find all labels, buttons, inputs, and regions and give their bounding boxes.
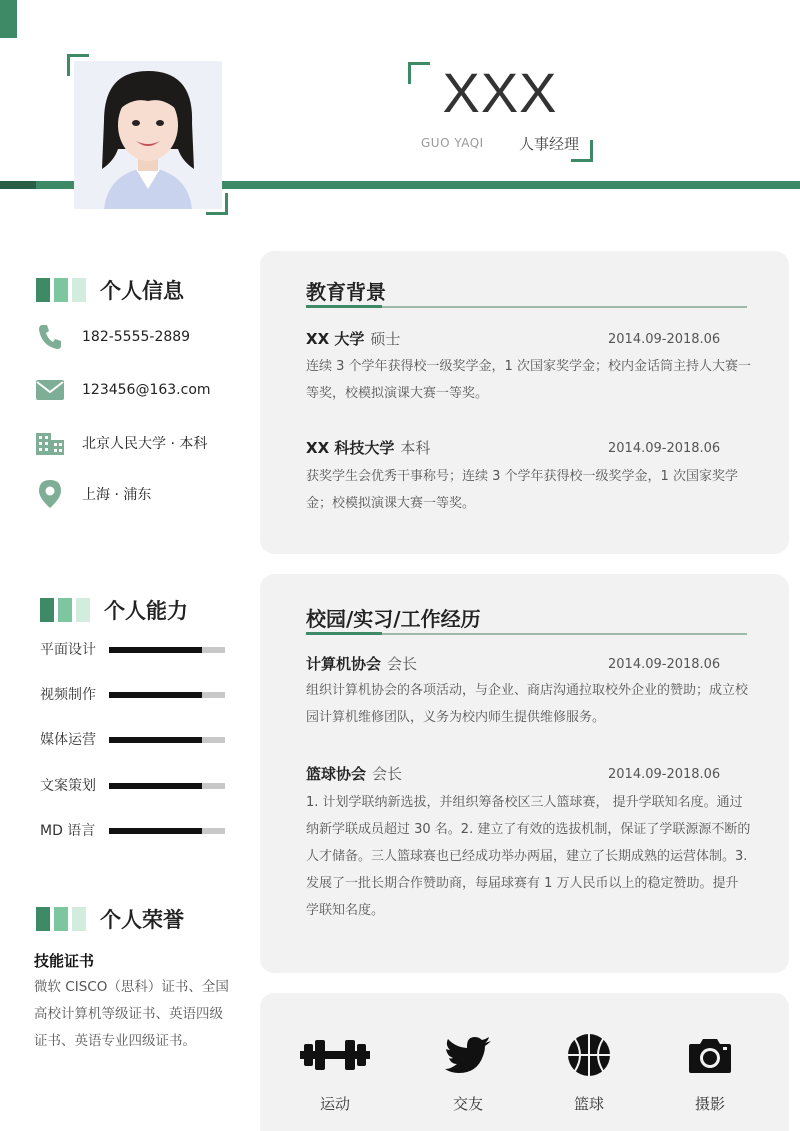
skill-bar-track (109, 647, 225, 653)
section-head-personal-info (36, 275, 184, 305)
degree: 本科 (400, 439, 431, 457)
skill-bar-track (109, 828, 225, 834)
skill-bar-fill (109, 783, 202, 789)
profile-photo (74, 61, 222, 209)
skill-bar-fill (109, 692, 202, 698)
skill-row (40, 684, 225, 704)
header-bar-dark-segment (0, 181, 36, 189)
section-head-honors (36, 904, 184, 934)
school-degree: 北京人民大学 · 本科 (82, 436, 208, 452)
skill-bar-fill (109, 647, 202, 653)
camera-icon (670, 1031, 750, 1079)
skill-row (40, 820, 225, 840)
experience-entry-head (306, 763, 402, 784)
experience-title: 校园/实习/工作经历 (306, 607, 481, 631)
mail-icon (36, 376, 64, 404)
education-description: 获奖学生会优秀干事称号；连续 3 个学年获得校一级奖学金，1 次国家奖学金；校模拟演课大赛一等奖。 (306, 469, 738, 511)
school-name: XX 科技大学 (306, 439, 395, 457)
degree: 硕士 (370, 330, 401, 348)
candidate-name-english: GUO YAQI (421, 136, 484, 150)
education-entry-head (306, 437, 430, 458)
section-marker-light (72, 907, 86, 931)
section-title-personal-info: 个人信息 (100, 279, 184, 303)
candidate-name: XXX (442, 61, 558, 124)
section-marker-dark (40, 598, 54, 622)
experience-date: 2014.09-2018.06 (608, 767, 721, 782)
education-panel (260, 251, 789, 554)
section-underline-accent (306, 632, 382, 635)
skill-bar-track (109, 783, 225, 789)
section-marker-dark (36, 278, 50, 302)
experience-panel (260, 574, 789, 973)
education-entry-head (306, 328, 400, 349)
organization-name: 篮球协会 (306, 765, 367, 783)
education-date: 2014.09-2018.06 (608, 332, 721, 347)
section-head-skills (40, 595, 188, 625)
experience-date: 2014.09-2018.06 (608, 657, 721, 672)
skill-label: 平面设计 (40, 642, 96, 658)
skill-bar-track (109, 737, 225, 743)
skill-label: 文案策划 (40, 778, 96, 794)
section-title-skills: 个人能力 (104, 599, 188, 623)
skill-label: 媒体运营 (40, 732, 96, 748)
hobby-item (295, 1031, 375, 1114)
skill-row (40, 639, 225, 659)
info-row-school (36, 429, 207, 457)
section-marker-mid (54, 278, 68, 302)
section-marker-light (76, 598, 90, 622)
hobby-item (428, 1031, 508, 1114)
skill-row (40, 775, 225, 795)
location: 上海 · 浦东 (82, 487, 152, 503)
hobby-label: 运动 (319, 1095, 350, 1113)
experience-description: 1. 计划学联纳新选拔，并组织筹备校区三人篮球赛， 提升学联知名度。通过纳新学联成员超过 30 名。2. 建立了有效的选拔机制，保证了学联源源不断的人才储备。三人篮球赛也已经成功举办两届，建立了长期成熟的运营体制。3. 发展了一批长期合作赞助商，每届球赛有 1 万人民币以上的稳定赞助。提升学联知名度。 (306, 795, 751, 918)
section-marker-mid (54, 907, 68, 931)
skill-bar-track (109, 692, 225, 698)
hobby-item (549, 1031, 629, 1114)
section-marker-mid (58, 598, 72, 622)
education-date: 2014.09-2018.06 (608, 441, 721, 456)
education-title: 教育背景 (306, 280, 386, 304)
honors-text: 微软 CISCO（思科）证书、全国高校计算机等级证书、英语四级证书、英语专业四级证书。 (34, 979, 229, 1049)
dumbbell-icon (295, 1031, 375, 1079)
job-title: 人事经理 (519, 135, 580, 153)
experience-entry-head (306, 653, 417, 674)
skill-bar-fill (109, 828, 202, 834)
hobby-label: 交友 (452, 1095, 483, 1113)
section-underline-accent (306, 305, 382, 308)
basketball-icon (549, 1031, 629, 1079)
phone-number: 182-5555-2889 (82, 329, 191, 345)
corner-accent-tab (0, 0, 17, 38)
role: 会长 (372, 765, 403, 783)
school-name: XX 大学 (306, 330, 365, 348)
info-row-location (36, 480, 151, 508)
info-row-email (36, 376, 211, 404)
skill-label: 视频制作 (40, 687, 96, 703)
honors-subtitle: 技能证书 (34, 952, 95, 970)
role: 会长 (387, 655, 418, 673)
skill-label: MD 语言 (40, 823, 96, 839)
info-row-phone (36, 323, 190, 351)
building-icon (36, 429, 64, 457)
hobbies-panel (260, 993, 789, 1131)
experience-description: 组织计算机协会的各项活动，与企业、商店沟通拉取校外企业的赞助；成立校园计算机维修团队，义务为校内师生提供维修服务。 (306, 683, 749, 725)
location-pin-icon (36, 480, 64, 508)
organization-name: 计算机协会 (306, 655, 382, 673)
section-marker-dark (36, 907, 50, 931)
hobby-item (670, 1031, 750, 1114)
skill-row (40, 729, 225, 749)
hobby-label: 摄影 (694, 1095, 725, 1113)
phone-icon (36, 323, 64, 351)
name-bracket-top-left (408, 62, 430, 84)
section-marker-light (72, 278, 86, 302)
skill-bar-fill (109, 737, 202, 743)
education-description: 连续 3 个学年获得校一级奖学金，1 次国家奖学金；校内金话筒主持人大赛一等奖，校模拟演课大赛一等奖。 (306, 359, 751, 401)
section-title-honors: 个人荣誉 (100, 908, 184, 932)
email-address: 123456@163.com (82, 382, 211, 398)
hobby-label: 篮球 (573, 1095, 604, 1113)
twitter-bird-icon (428, 1031, 508, 1079)
